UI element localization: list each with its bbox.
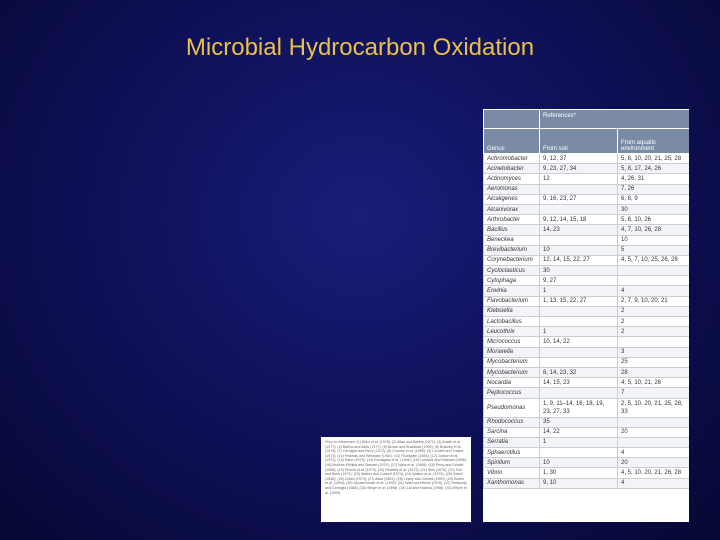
genus-cell: Flavobacterium [484, 296, 540, 306]
table-row [484, 245, 690, 255]
genus-cell: Peptococcus [484, 388, 540, 398]
soil-refs-cell [540, 317, 618, 327]
aquatic-refs-cell: 4, 5, 10, 21, 26 [618, 378, 690, 388]
aquatic-refs-cell: 4, 26, 31 [618, 174, 690, 184]
aquatic-refs-cell: 4, 5, 10, 20, 21, 26, 28 [618, 468, 690, 478]
soil-refs-cell: 9, 12, 14, 15, 18 [540, 215, 618, 225]
genus-cell: Alcaligenes [484, 194, 540, 204]
aquatic-refs-cell: 2 [618, 306, 690, 316]
genus-cell: Alcanivorax [484, 204, 540, 214]
soil-refs-cell: 14, 22 [540, 427, 618, 437]
genus-cell: Achromobacter [484, 154, 540, 164]
aquatic-refs-cell: 4 [618, 448, 690, 458]
soil-refs-cell: 14, 23 [540, 225, 618, 235]
header-from-aquatic: From aquatic environment [618, 129, 690, 154]
table-footnote: *Key to references: (1) Allen et al. (1978); (2) Atlas and Bartha (1972); (3) Austin et al. (1977); (4) Bartha and Atlas (1977); (5) Brown and Braddock (1990); (6) Buckley et al. (1976); (7) Cerniglia and Perry (1973); (8) Cooney et al. (1985); (9) Cundell and Traxler (1973); (10) Fedorak and Westlake (1981); (11) Floodgate (1984); (12) Jobson et al. (1972); (13) Kator (1973); (14) Komagata et al. (1964); (15) Ludzack and Kinkead (1956); (16) Mulkins-Phillips and Stewart (1974); (17) Nyns et al. (1968); (18) Perry and Scheld (1968); (19) Pinholt et al. (1979); (20) Reisfeld et al. (1972); (21) Seki (1976); (22) Soli and Bens (1972); (23) Walker and Colwell (1974); (24) Walker et al. (1975); (25) Zobell (1946); (26) Zobell (1973); (27) Atlas (1981); (28) Leahy and Colwell (1990); (29) Kohler et al. (1994); (30) Dyksterhouse et al. (1995); (31) Ward and Brock (1978); (32) Heitkamp and Cerniglia (1988); (33) Whyte et al. (1998); (34) Lal and Khanna (1996); (35) Whyte et al. (1999). [321, 437, 471, 522]
genus-cell: Vibrio [484, 468, 540, 478]
genus-reference-table [483, 109, 689, 522]
table-row [484, 327, 690, 337]
soil-refs-cell: 1, 13, 15, 22, 27 [540, 296, 618, 306]
table-row [484, 357, 690, 367]
soil-refs-cell: 1 [540, 437, 618, 447]
aquatic-refs-cell: 28 [618, 367, 690, 377]
soil-refs-cell: 30 [540, 266, 618, 276]
aquatic-refs-cell: 2, 7, 9, 10, 20, 21 [618, 296, 690, 306]
aquatic-refs-cell: 2 [618, 327, 690, 337]
aquatic-refs-cell [618, 417, 690, 427]
aquatic-refs-cell: 4 [618, 478, 690, 488]
aquatic-refs-cell: 3 [618, 347, 690, 357]
genus-cell: Erwinia [484, 286, 540, 296]
table-row [484, 255, 690, 265]
soil-refs-cell: 1, 30 [540, 468, 618, 478]
aquatic-refs-cell: 25 [618, 357, 690, 367]
aquatic-refs-cell: 2 [618, 317, 690, 327]
soil-refs-cell: 1 [540, 286, 618, 296]
soil-refs-cell: 1 [540, 327, 618, 337]
table-row [484, 154, 690, 164]
table-row [484, 388, 690, 398]
table-row [484, 417, 690, 427]
aquatic-refs-cell: 2, 5, 10, 20, 21, 25, 28, 33 [618, 398, 690, 417]
aquatic-refs-cell [618, 337, 690, 347]
table-row [484, 215, 690, 225]
table-row [484, 286, 690, 296]
aquatic-refs-cell [618, 276, 690, 286]
aquatic-refs-cell: 5, 8, 10, 26 [618, 215, 690, 225]
genus-cell: Leucothrix [484, 327, 540, 337]
genus-cell: Sarcina [484, 427, 540, 437]
soil-refs-cell [540, 204, 618, 214]
table-row [484, 174, 690, 184]
genus-cell: Rhodococcus [484, 417, 540, 427]
soil-refs-cell [540, 448, 618, 458]
soil-refs-cell: 9, 16, 23, 27 [540, 194, 618, 204]
table-row [484, 427, 690, 437]
soil-refs-cell [540, 347, 618, 357]
soil-refs-cell: 10 [540, 245, 618, 255]
soil-refs-cell: 9, 10 [540, 478, 618, 488]
aquatic-refs-cell: 6, 8, 9 [618, 194, 690, 204]
aquatic-refs-cell: 5 [618, 245, 690, 255]
header-from-soil: From soil [540, 129, 618, 154]
genus-cell: Micrococcus [484, 337, 540, 347]
soil-refs-cell: 12 [540, 174, 618, 184]
table-row [484, 266, 690, 276]
genus-cell: Xanthomonas [484, 478, 540, 488]
header-genus: Genus [484, 129, 540, 154]
soil-refs-cell: 14, 15, 23 [540, 378, 618, 388]
table-row [484, 367, 690, 377]
table-row [484, 478, 690, 488]
table-row [484, 204, 690, 214]
genus-cell: Brevibacterium [484, 245, 540, 255]
aquatic-refs-cell: 10 [618, 235, 690, 245]
genus-cell: Beneckea [484, 235, 540, 245]
soil-refs-cell: 12, 14, 15, 22, 27 [540, 255, 618, 265]
genus-cell: Pseudomonas [484, 398, 540, 417]
aquatic-refs-cell: 30 [618, 204, 690, 214]
soil-refs-cell: 9, 27 [540, 276, 618, 286]
aquatic-refs-cell [618, 437, 690, 447]
soil-refs-cell: 8, 14, 23, 32 [540, 367, 618, 377]
table-row [484, 458, 690, 468]
table-row [484, 398, 690, 417]
genus-cell: Sphaerotilus [484, 448, 540, 458]
table-row [484, 448, 690, 458]
table-row [484, 306, 690, 316]
genus-cell: Acinetobacter [484, 164, 540, 174]
table-row [484, 378, 690, 388]
table-row [484, 194, 690, 204]
genus-cell: Spirillum [484, 458, 540, 468]
table-row [484, 317, 690, 327]
header-blank-cell [484, 110, 540, 129]
genus-cell: Moraxella [484, 347, 540, 357]
soil-refs-cell [540, 184, 618, 194]
table-row [484, 337, 690, 347]
table-row [484, 468, 690, 478]
genus-cell: Mycobacterium [484, 357, 540, 367]
genus-cell: Arthrobacter [484, 215, 540, 225]
table-row [484, 437, 690, 447]
table-row [484, 164, 690, 174]
soil-refs-cell: 9, 12, 37 [540, 154, 618, 164]
genus-cell: Cytophaga [484, 276, 540, 286]
aquatic-refs-cell: 20 [618, 458, 690, 468]
soil-refs-cell: 10 [540, 458, 618, 468]
genus-cell: Nocardia [484, 378, 540, 388]
genus-cell: Corynebacterium [484, 255, 540, 265]
table-row [484, 296, 690, 306]
header-references: References* [540, 110, 690, 129]
soil-refs-cell: 9, 23, 27, 34 [540, 164, 618, 174]
aquatic-refs-cell: 5, 8, 17, 24, 26 [618, 164, 690, 174]
soil-refs-cell: 35 [540, 417, 618, 427]
genus-cell: Klebsiella [484, 306, 540, 316]
aquatic-refs-cell: 7, 26 [618, 184, 690, 194]
table-row [484, 184, 690, 194]
soil-refs-cell [540, 357, 618, 367]
slide-title: Microbial Hydrocarbon Oxidation [185, 34, 535, 61]
soil-refs-cell [540, 306, 618, 316]
table-row [484, 276, 690, 286]
genus-cell: Mycobacterium [484, 367, 540, 377]
soil-refs-cell [540, 235, 618, 245]
genus-cell: Bacillus [484, 225, 540, 235]
soil-refs-cell: 10, 14, 22 [540, 337, 618, 347]
genus-cell: Aeromonas [484, 184, 540, 194]
aquatic-refs-cell [618, 266, 690, 276]
genus-cell: Lactobacillus [484, 317, 540, 327]
soil-refs-cell: 1, 9, 11–14, 16, 18, 19, 23, 27, 33 [540, 398, 618, 417]
table-row [484, 225, 690, 235]
genus-cell: Serratia [484, 437, 540, 447]
genus-cell: Cycloclasticus [484, 266, 540, 276]
genus-cell: Actinomyces [484, 174, 540, 184]
aquatic-refs-cell: 4, 7, 10, 26, 28 [618, 225, 690, 235]
aquatic-refs-cell: 5, 8, 10, 20, 21, 25, 28 [618, 154, 690, 164]
table-row [484, 347, 690, 357]
soil-refs-cell [540, 388, 618, 398]
table-row [484, 235, 690, 245]
aquatic-refs-cell: 20 [618, 427, 690, 437]
aquatic-refs-cell: 4, 5, 7, 10, 25, 26, 28 [618, 255, 690, 265]
aquatic-refs-cell: 4 [618, 286, 690, 296]
aquatic-refs-cell: 7 [618, 388, 690, 398]
